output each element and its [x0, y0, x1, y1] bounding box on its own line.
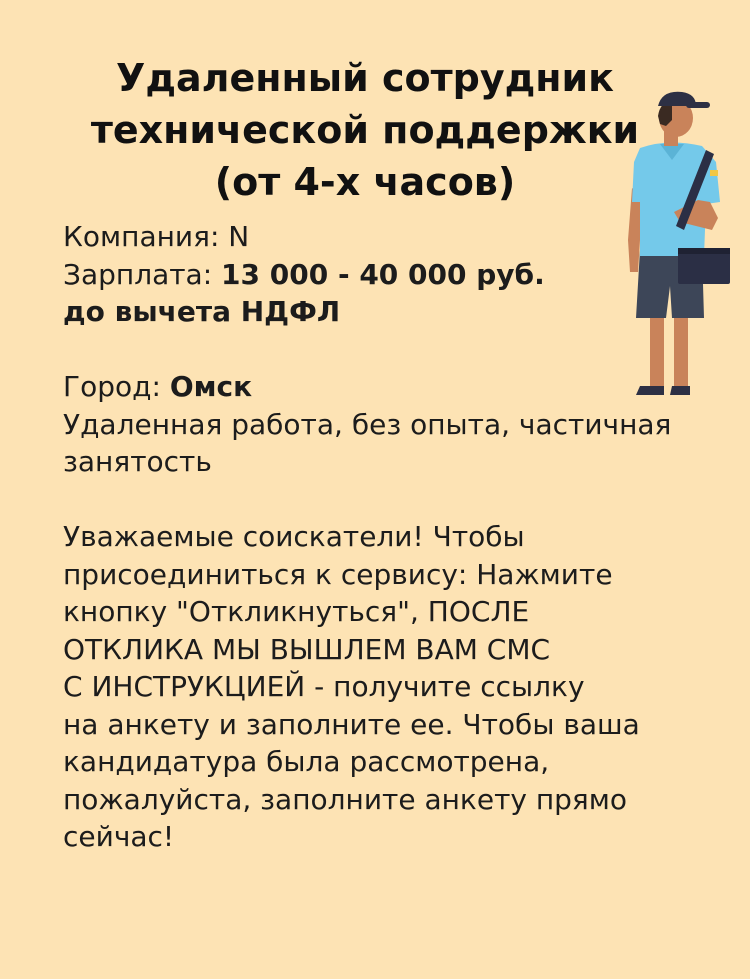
salary-value: 13 000 - 40 000 руб. [221, 257, 545, 291]
spacer [63, 331, 728, 369]
city-row [63, 368, 728, 406]
city-value: Омск [169, 370, 253, 403]
conditions-line-1: Удаленная работа, без опыта, частичная [63, 407, 672, 441]
conditions-line-2: занятость [63, 445, 212, 478]
job-title-line-2: технической поддержки [90, 108, 640, 152]
instructions-line: на анкету и заполните ее. Чтобы ваша [63, 707, 640, 741]
instructions-line: С ИНСТРУКЦИЕЙ - получите ссылку [63, 670, 585, 703]
instructions-line: кандидатура была рассмотрена, [63, 745, 550, 778]
company-row [63, 218, 728, 256]
instructions-line: ОТКЛИКА МЫ ВЫШЛЕМ ВАМ СМС [63, 632, 551, 666]
instructions-line: пожалуйста, заполните анкету прямо [63, 782, 628, 816]
salary-note: до вычета НДФЛ [63, 295, 341, 328]
salary-label: Зарплата: [63, 257, 222, 291]
salary-row [63, 256, 728, 294]
job-title-line-3: (от 4-х часов) [214, 160, 516, 204]
instructions-line: присоединиться к сервису: Нажмите [63, 557, 613, 591]
instructions-line: Уважаемые соискатели! Чтобы [63, 520, 525, 553]
instructions-line: сейчас! [63, 820, 175, 853]
city-label: Город: [63, 370, 170, 403]
company-label: Компания: [63, 220, 229, 253]
spacer [63, 481, 728, 519]
job-description [63, 218, 728, 856]
job-title [60, 52, 670, 208]
instructions-line: кнопку "Откликнуться", ПОСЛЕ [63, 595, 530, 628]
job-title-line-1: Удаленный сотрудник [116, 56, 614, 100]
company-value: N [228, 220, 250, 253]
